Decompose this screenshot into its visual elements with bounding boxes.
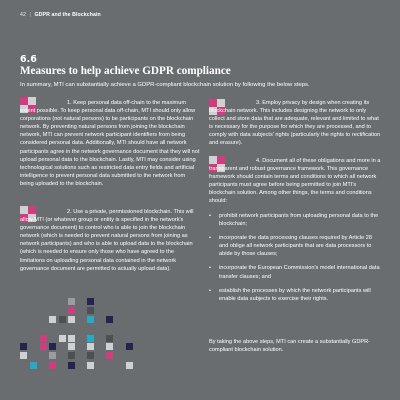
pattern-square xyxy=(40,335,47,342)
pattern-square xyxy=(68,335,75,342)
step-2-text: 2. Use a private, permissioned blockchain. This will allow MTI (or whatever group or entity is specified in the network's governance document) to control who is able to join the blockchain network (which is needed to prevent natural persons from joining as network participants) and who is able to upload data to the blockchain (which is needed to ensure only those who have agreed to the limitations on uploading personal data contained in the network governance document are permitted to actually upload data). xyxy=(20,209,194,272)
pattern-square xyxy=(87,335,94,342)
bullet-item: • incorporate the European Commission's model international data transfer clauses; and xyxy=(209,264,381,280)
pattern-square xyxy=(126,362,133,369)
closing-paragraph: By taking the above steps, MTI can create a substantially GDPR-compliant blockchain solution. xyxy=(209,339,371,354)
pattern-square xyxy=(87,316,94,323)
pattern-square xyxy=(68,343,75,350)
step-1-text: 1. Keep personal data off-chain to the maximum extent possible. To keep personal data off-chain, MTI should only allow corporations (not natural persons) to be participants on the blockchain network. By preventing natural persons from joining the blockchain network, MTI can prevent network participant identifiers from being considered personal data. Additionally, MTI should have all network participants agree in the network governance document that they will not upload personal data to the blockchain. Lastly, MTI may consider using technological solutions such as restricted data entry fields and artificial intelligence to prevent personal data submitted to the network from being uploaded to the blockchain. xyxy=(20,100,200,187)
pattern-square xyxy=(68,316,75,323)
pattern-square xyxy=(68,298,75,305)
bullet-item: • establish the processes by which the network participants will enable data subjects to exercise their rights. xyxy=(209,287,381,303)
pattern-square xyxy=(20,352,27,359)
pattern-square xyxy=(106,352,113,359)
step-1-paragraph xyxy=(20,99,200,188)
bullet-item: • prohibit network participants from uploading personal data to the blockchain; xyxy=(209,212,381,228)
section-intro: In summary, MTI can substantially achieve a GDPR-compliant blockchain solution by following the below steps. xyxy=(20,82,310,88)
pattern-square xyxy=(59,335,66,342)
pattern-square xyxy=(49,343,56,350)
pattern-square xyxy=(40,343,47,350)
pattern-square xyxy=(30,362,37,369)
terms-bullet-list-container xyxy=(209,212,381,309)
pattern-square xyxy=(49,352,56,359)
pattern-square xyxy=(87,298,94,305)
running-header xyxy=(20,12,101,18)
pattern-square xyxy=(68,352,75,359)
section-title: Measures to help achieve GDPR compliance xyxy=(20,65,231,77)
pattern-square xyxy=(49,362,56,369)
pattern-square xyxy=(20,343,27,350)
running-title: GDPR and the Blockchain xyxy=(34,12,101,18)
bullet-item: • incorporate the data processing clauses required by Article 28 and oblige all network participants that are data processors to abide by those clauses; xyxy=(209,234,381,258)
step-3-paragraph xyxy=(209,99,381,148)
pattern-square xyxy=(49,316,56,323)
header-separator: | xyxy=(29,12,31,18)
step-4-text: 4. Document all of these obligations and more in a transparent and robust governance framework. This governance framework should contain terms and conditions to which all network participants must agree before being permitted to join MTI's blockchain solution. Among other things, the terms and conditions should: xyxy=(209,158,381,205)
pattern-square xyxy=(87,343,94,350)
pattern-square xyxy=(106,335,113,342)
step-4-paragraph xyxy=(209,157,381,206)
page-number: 42 xyxy=(20,12,26,18)
pattern-square xyxy=(87,352,94,359)
pattern-square xyxy=(59,316,66,323)
pattern-square xyxy=(126,343,133,350)
section-number: 6.6 xyxy=(20,54,37,65)
step-2-paragraph xyxy=(20,208,200,273)
pattern-square xyxy=(106,343,113,350)
pattern-square xyxy=(87,362,94,369)
pattern-square xyxy=(87,307,94,314)
step-3-text: 3. Employ privacy by design when creating its blockchain network. This includes designing the network to only collect and store data that are adequate, relevant and limited to what is necessary for the purpose for which they are processed, and to comply with data subjects' rights (particularly the rights to rectification and erasure). xyxy=(209,100,381,147)
terms-bullet-list xyxy=(209,212,381,303)
pattern-square xyxy=(68,362,75,369)
pattern-square xyxy=(68,307,75,314)
pattern-square xyxy=(106,316,113,323)
